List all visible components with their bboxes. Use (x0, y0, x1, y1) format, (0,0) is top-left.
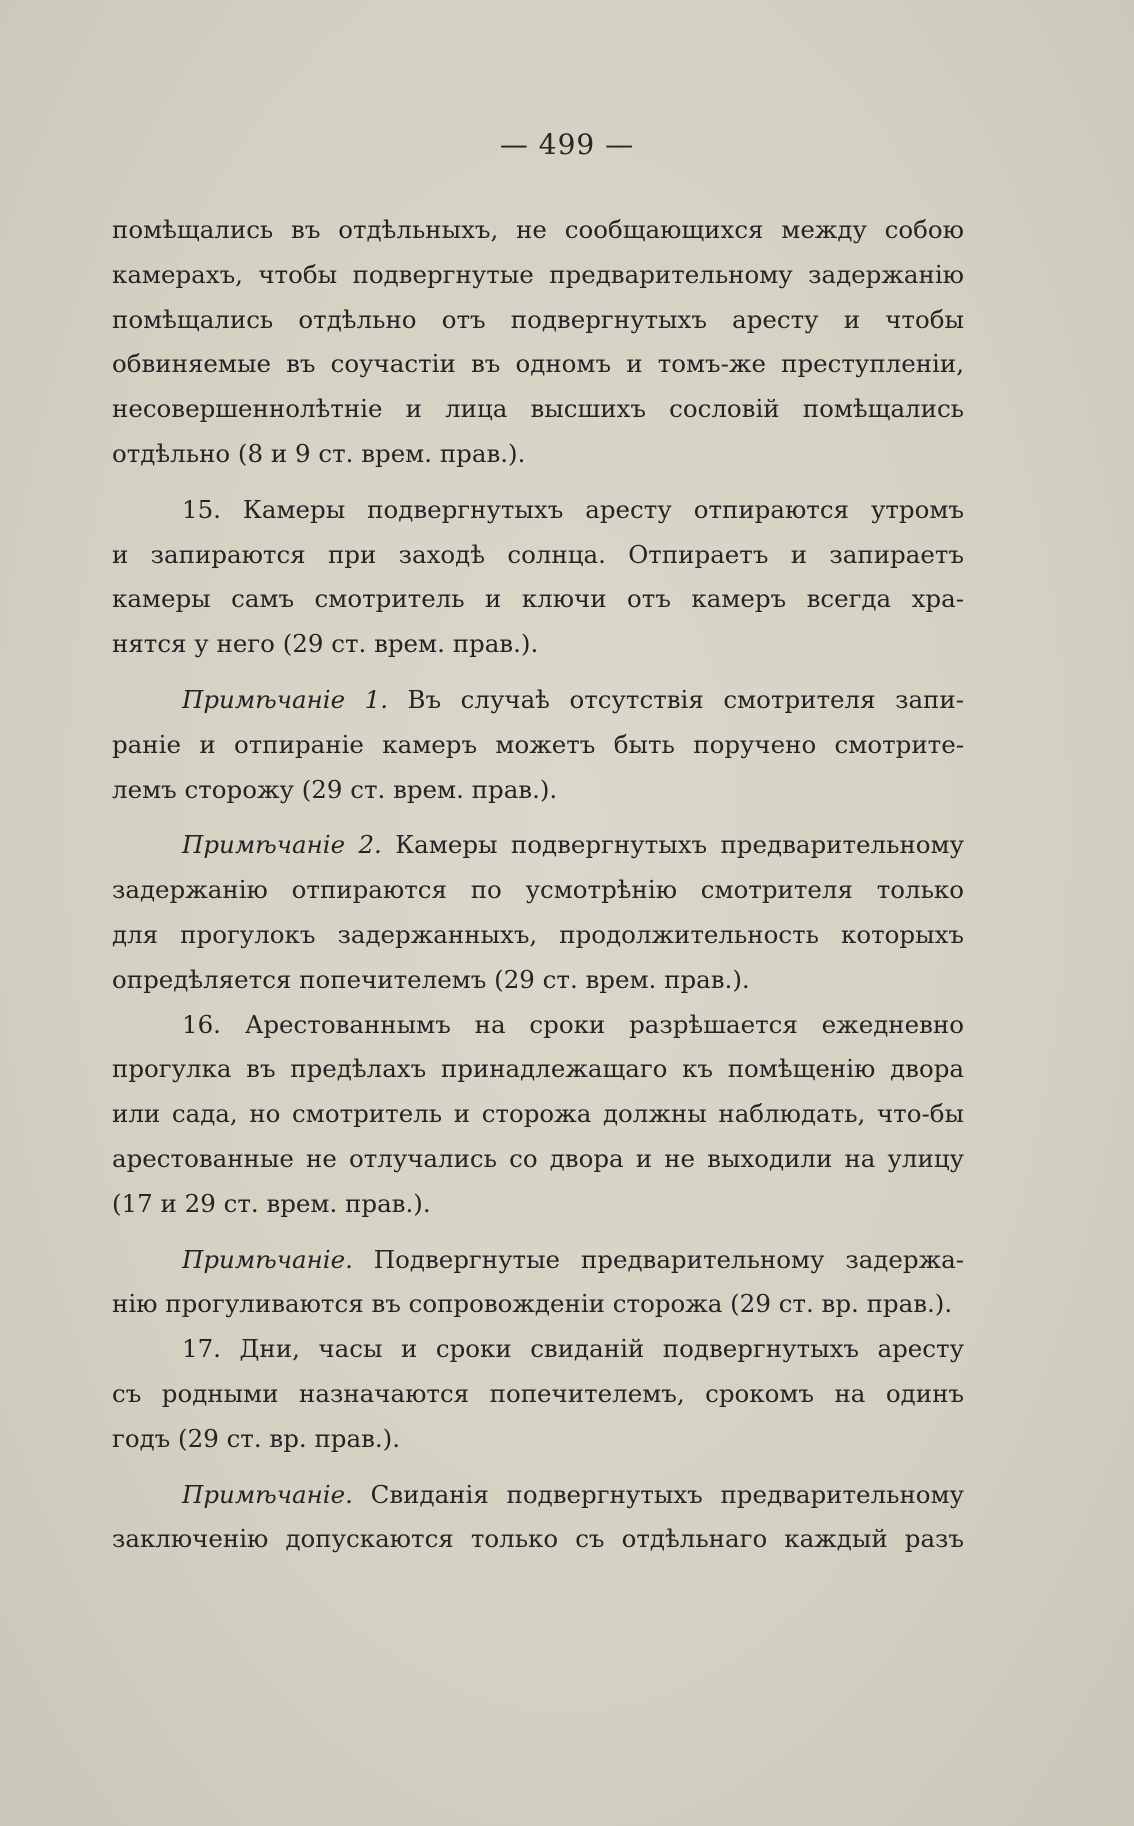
note-text: Въ случаѣ отсутствія смотрителя запи- (388, 684, 964, 714)
text-line (112, 678, 964, 723)
text-line: задержанію отпираются по усмотрѣнію смотрителя только (112, 875, 964, 905)
text-line: или сада, но смотритель и сторожа должны наблюдать, что-бы (112, 1099, 964, 1129)
text-line: камеры самъ смотритель и ключи отъ камеръ всегда хра- (112, 584, 964, 614)
paragraph-note-1 (112, 678, 964, 812)
note-label: Примѣчаніе. (182, 1244, 353, 1274)
text-line: годъ (29 ст. вр. прав.). (112, 1423, 401, 1453)
text-line (112, 1473, 964, 1518)
text-line: раніе и отпираніе камеръ можетъ быть поручено смотрите- (112, 729, 964, 759)
text-line: арестованные не отлучались со двора и не выходили на улицу (112, 1143, 964, 1173)
text-line: лемъ сторожу (29 ст. врем. прав.). (112, 774, 558, 804)
paragraph-note-2 (112, 823, 964, 1002)
page-number: — 499 — (499, 128, 635, 161)
text-line: прогулка въ предѣлахъ принадлежащаго къ помѣщенію двора (112, 1054, 964, 1084)
text-line: заключенію допускаются только съ отдѣльнаго каждый разъ (112, 1524, 964, 1554)
text-line: обвиняемые въ соучастіи въ одномъ и томъ-же преступленіи, (112, 349, 964, 379)
note-text: Камеры подвергнутыхъ предварительному (381, 830, 964, 860)
text-line: несовершеннолѣтніе и лица высшихъ сословій помѣщались (112, 394, 964, 424)
text-line: помѣщались отдѣльно отъ подвергнутыхъ аресту и чтобы (112, 304, 964, 334)
paragraph-section-17 (112, 1327, 964, 1461)
text-line: 17. Дни, часы и сроки свиданій подвергнутыхъ аресту (182, 1334, 964, 1364)
note-text: Свиданія подвергнутыхъ предварительному (352, 1479, 964, 1509)
paragraph-note (112, 1473, 964, 1563)
paragraph-section-15 (112, 488, 964, 667)
text-line: 16. Арестованнымъ на сроки разрѣшается ежедневно (182, 1009, 964, 1039)
text-line: помѣщались въ отдѣльныхъ, не сообщающихся между собою (112, 215, 964, 244)
text-line: нятся у него (29 ст. врем. прав.). (112, 629, 539, 659)
text-line: съ родными назначаются попечителемъ, срокомъ на одинъ (112, 1378, 964, 1408)
text-line: и запираются при заходѣ солнца. Отпираетъ и запираетъ (112, 539, 964, 569)
note-label: Примѣчаніе 1. (182, 684, 388, 714)
note-label: Примѣчаніе. (182, 1479, 353, 1509)
text-line (112, 1238, 964, 1283)
paragraph-note (112, 1238, 964, 1328)
text-line: камерахъ, чтобы подвергнутые предварительному задержанію (112, 259, 964, 289)
text-line: 15. Камеры подвергнутыхъ аресту отпираются утромъ (182, 494, 964, 524)
text-line: отдѣльно (8 и 9 ст. врем. прав.). (112, 438, 526, 468)
text-line: (17 и 29 ст. врем. прав.). (112, 1188, 431, 1218)
text-line: для прогулокъ задержанныхъ, продолжительность которыхъ (112, 919, 964, 949)
text-line (112, 823, 964, 868)
body-text (112, 208, 964, 1562)
text-line: опредѣляется попечителемъ (29 ст. врем. прав.). (112, 964, 750, 994)
paragraph (112, 208, 964, 477)
paragraph-section-16 (112, 1003, 964, 1227)
note-label: Примѣчаніе 2. (182, 830, 382, 860)
text-line: нію прогуливаются въ сопровожденіи сторожа (29 ст. вр. прав.). (112, 1289, 953, 1319)
note-text: Подвергнутые предварительному задержа- (352, 1244, 964, 1274)
